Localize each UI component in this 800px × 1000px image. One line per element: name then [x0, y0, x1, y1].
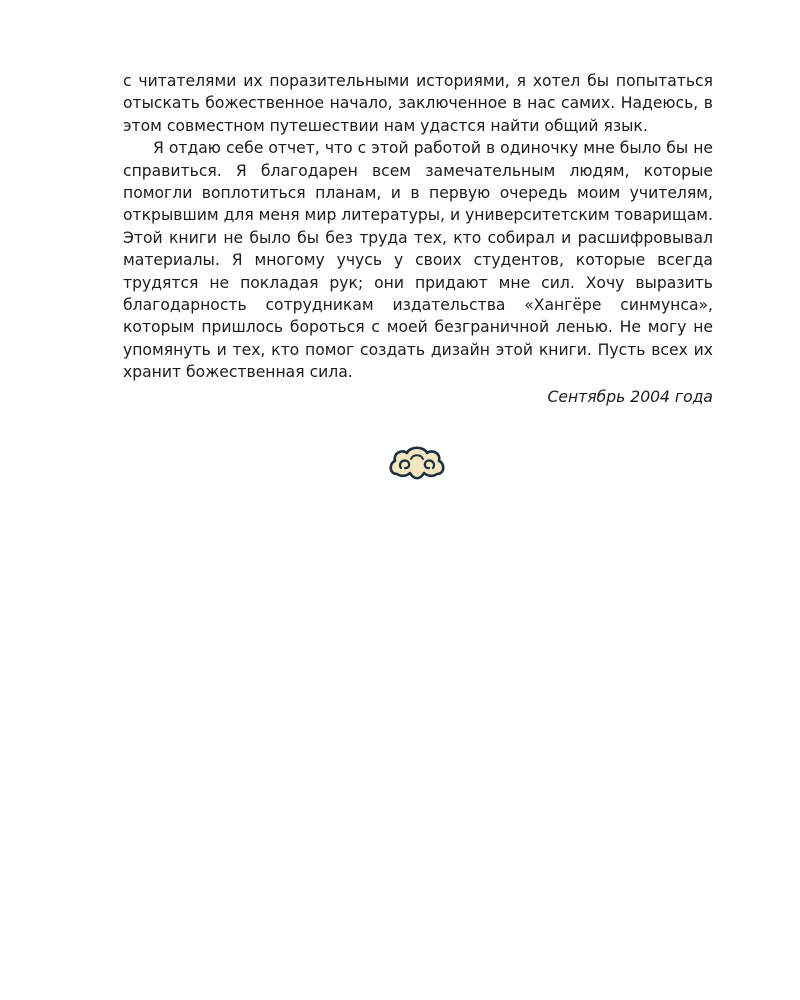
paragraph-continuation: с читателями их поразительными историями, я хотел бы попытаться отыскать божественное начало, заключенное в нас самих. Надеюсь, в этом совместном путешествии нам удастся найти общий язык.	[123, 72, 713, 135]
cloud-ornament-shape	[391, 448, 444, 479]
cloud-ornament-icon	[387, 444, 447, 482]
paragraph-acknowledgements: Я отдаю себе отчет, что с этой работой в одиночку мне было бы не справиться. Я благодарен всем замечательным людям, которые помогли воплотиться планам, и в первую очередь моим учителям, открывшим для меня мир литературы, и университетским товарищам. Этой книги не было бы без труда тех, кто собирал и расшифровывал материалы. Я многому учусь у своих студентов, которые всегда трудятся не покладая рук; они придают мне сил. Хочу выразить благодарность сотрудникам издательства «Хангёре синмунса», которым пришлось бороться с моей безграничной ленью. Не могу не упомянуть и тех, кто помог создать дизайн этой книги. Пусть всех их хранит божественная сила.	[123, 139, 713, 382]
text-block	[123, 70, 713, 408]
date-signature: Сентябрь 2004 года	[547, 387, 713, 406]
